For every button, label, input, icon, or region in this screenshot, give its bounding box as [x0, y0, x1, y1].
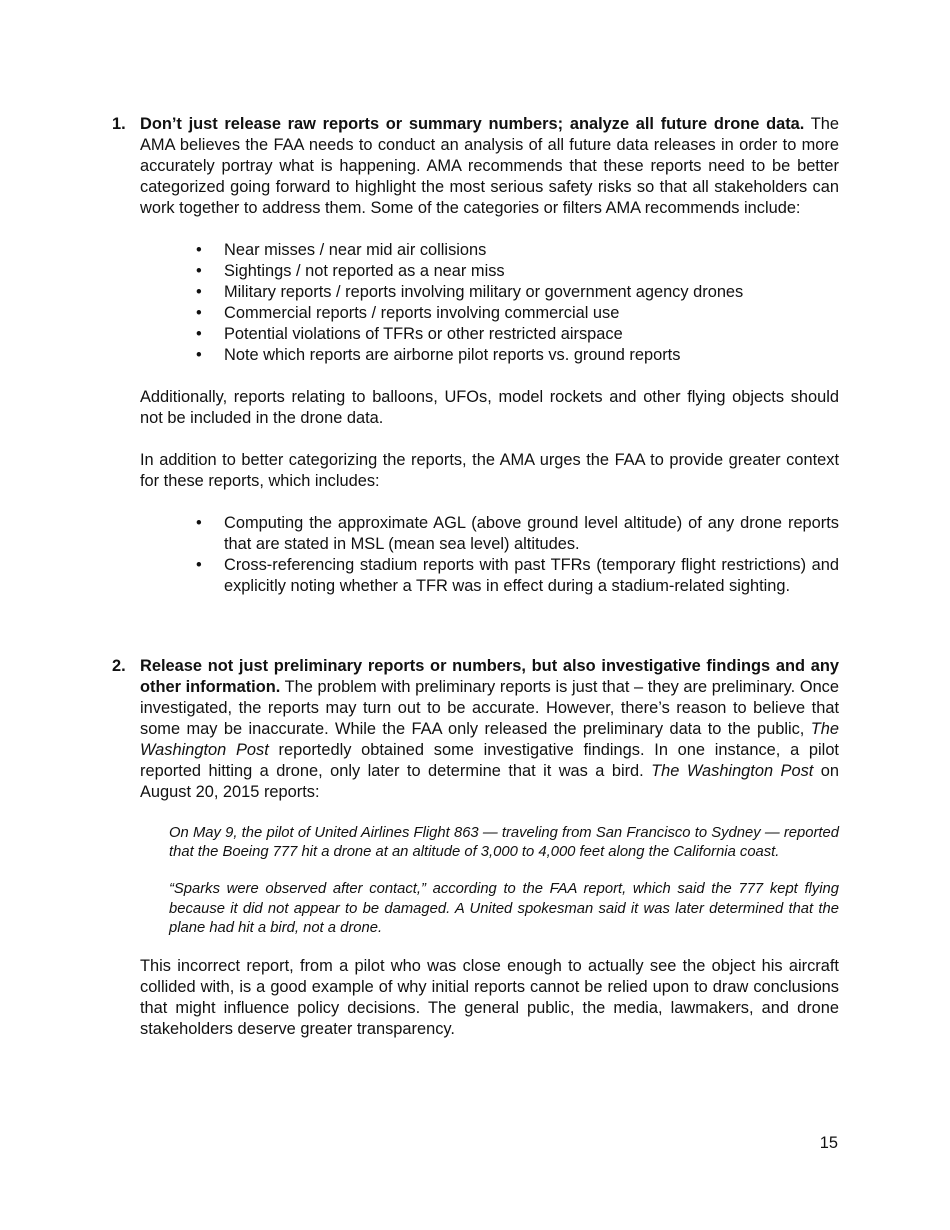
item-2-heading: Release not just preliminary reports or numbers, but also investigative findings and any other information. — [140, 657, 839, 696]
list-item: • Potential violations of TFRs or other restricted airspace — [196, 325, 623, 343]
item-2-intro: Release not just preliminary reports or numbers, but also investigative findings and any other information. The problem with preliminary reports is just that – they are preliminary. Once investigated, the reports may turn out to be accurate. However, there’s reason to believe that some may be inaccurate. While the FAA only released the preliminary data to the public, The Washington Post reportedly obtained some investigative findings. In one instance, a pilot reported hitting a drone, only later to determine that it was a bird. The Washington Post on August 20, 2015 reports: — [140, 657, 839, 801]
item-1-intro-text: The AMA believes the FAA needs to conduct an analysis of all future data releases in order to more accurately portray what is happening. AMA recommends that these reports need to be better categorized going forward to highlight the most serious safety risks so that all stakeholders can work together to address them. Some of the categories or filters AMA recommends include: — [140, 115, 839, 217]
item-number: 1. — [112, 115, 126, 133]
bullet-icon: • — [196, 556, 202, 574]
item-1-paragraph-2: Additionally, reports relating to balloons, UFOs, model rockets and other flying objects should not be included in the drone data. — [140, 388, 839, 427]
bullet-icon: • — [196, 346, 202, 364]
block-quote: On May 9, the pilot of United Airlines Flight 863 — traveling from San Francisco to Sydney — reported that the Boeing 777 hit a drone at an altitude of 3,000 to 4,000 feet along the California coast. — [169, 825, 839, 861]
publication-name: The Washington Post — [651, 762, 814, 780]
item-number: 2. — [112, 657, 126, 675]
list-item: • Military reports / reports involving military or government agency drones — [196, 283, 744, 301]
item-1-intro — [140, 114, 839, 219]
categories-list — [140, 240, 839, 366]
publication-name: The Washington Post — [140, 720, 839, 759]
bullet-icon: • — [196, 514, 202, 532]
context-list — [140, 513, 839, 597]
block-quote: “Sparks were observed after contact,” according to the FAA report, which said the 777 kept flying because it did not appear to be damaged. A United spokesman said it was later determined that the plane had hit a bird, not a drone. — [169, 881, 839, 936]
bullet-icon: • — [196, 283, 202, 301]
item-2-closing: This incorrect report, from a pilot who was close enough to actually see the object his aircraft collided with, is a good example of why initial reports cannot be relied upon to draw conclusions that might influence policy decisions. The general public, the media, lawmakers, and drone stakeholders deserve greater transparency. — [140, 957, 839, 1039]
list-item: • Computing the approximate AGL (above ground level altitude) of any drone reports that are stated in MSL (mean sea level) altitudes. — [196, 514, 839, 553]
item-content — [140, 656, 839, 1040]
page-number: 15 — [819, 1134, 838, 1152]
bullet-icon: • — [196, 241, 202, 259]
item-1-heading: Don’t just release raw reports or summary numbers; analyze all future drone data. — [140, 115, 805, 133]
numbered-item-1 — [112, 114, 839, 618]
numbered-item-2 — [112, 656, 839, 1061]
bullet-icon: • — [196, 325, 202, 343]
list-item: • Sightings / not reported as a near miss — [196, 262, 505, 280]
bullet-icon: • — [196, 304, 202, 322]
list-item: • Commercial reports / reports involving commercial use — [196, 304, 620, 322]
bullet-icon: • — [196, 262, 202, 280]
list-item: • Note which reports are airborne pilot reports vs. ground reports — [196, 346, 681, 364]
item-1-paragraph-3: In addition to better categorizing the reports, the AMA urges the FAA to provide greater context for these reports, which includes: — [140, 451, 839, 490]
list-item: • Near misses / near mid air collisions — [196, 241, 487, 259]
list-item: • Cross-referencing stadium reports with past TFRs (temporary flight restrictions) and explicitly noting whether a TFR was in effect during a stadium-related sighting. — [196, 556, 839, 595]
item-content — [140, 114, 839, 597]
